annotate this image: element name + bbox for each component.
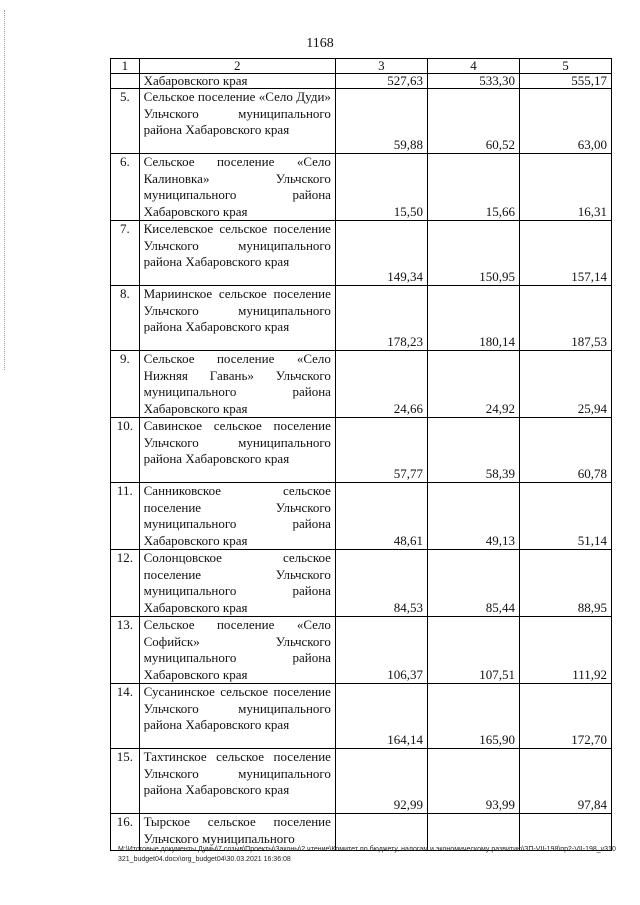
row-number: 6. [111,154,140,221]
table-row [111,617,612,684]
row-value-col5: 60,78 [519,418,611,483]
row-number: 7. [111,221,140,286]
row-name: Сельское поселение «Село Калиновка» Ульчского муниципального района Хабаровского края [139,154,335,221]
row-number: 15. [111,749,140,814]
row-number: 8. [111,286,140,351]
row-number: 10. [111,418,140,483]
row-value-col3: 149,34 [335,221,427,286]
table-row [111,154,612,221]
row-value-col4: 93,99 [427,749,519,814]
table-row-continued [111,74,612,89]
header-col-1: 1 [111,59,140,74]
row-number: 11. [111,483,140,550]
row-value-col3: 57,77 [335,418,427,483]
row-value-col3: 92,99 [335,749,427,814]
header-col-3: 3 [335,59,427,74]
row-number: 14. [111,684,140,749]
row-name: Тырское сельское поселение Ульчского муниципального [139,814,335,851]
row-value-col5: 172,70 [519,684,611,749]
row-value-col5: 111,92 [519,617,611,684]
file-path-footer: M:\Итоговые документы Думы\7 созыв\Проекты\Законы\2 чтение\Комитет по бюджету, налогам и экономическому развитию\ЗП-VII-198\пр2-VII-198_v310321_budget04.docx\org_budget04\30.03.2021 16:36:08 [118,846,616,863]
page-number: 1168 [306,36,334,51]
margin-dotted-line [4,10,6,370]
row-value-col4: 58,39 [427,418,519,483]
row-name: Мариинское сельское поселение Ульчского муниципального района Хабаровского края [139,286,335,351]
header-col-5: 5 [519,59,611,74]
budget-distribution-table [110,58,612,851]
row-value-col4: 60,52 [427,89,519,154]
row-value-col3: 59,88 [335,89,427,154]
table-row [111,351,612,418]
row-name: Сельское поселение «Село Софийск» Ульчского муниципального района Хабаровского края [139,617,335,684]
row-name: Хабаровского края [139,74,335,89]
row-name: Сусанинское сельское поселение Ульчского муниципального района Хабаровского края [139,684,335,749]
header-col-2: 2 [139,59,335,74]
table-row [111,483,612,550]
row-value-col3: 106,37 [335,617,427,684]
table-row [111,550,612,617]
row-name: Савинское сельское поселение Ульчского муниципального района Хабаровского края [139,418,335,483]
table-header-row [111,59,612,74]
row-value-col3: 527,63 [335,74,427,89]
row-value-col5: 51,14 [519,483,611,550]
row-value-col5: 88,95 [519,550,611,617]
row-name: Сельское поселение «Село Нижняя Гавань» Ульчского муниципального района Хабаровского края [139,351,335,418]
row-value-col5: 555,17 [519,74,611,89]
row-value-col4: 24,92 [427,351,519,418]
row-value-col3: 24,66 [335,351,427,418]
header-col-4: 4 [427,59,519,74]
row-value-col3: 48,61 [335,483,427,550]
row-number: 13. [111,617,140,684]
row-value-col5: 97,84 [519,749,611,814]
row-value-col4: 85,44 [427,550,519,617]
table-row [111,749,612,814]
row-name: Киселевское сельское поселение Ульчского муниципального района Хабаровского края [139,221,335,286]
table-row [111,286,612,351]
row-value-col4: 533,30 [427,74,519,89]
row-value-col3: 84,53 [335,550,427,617]
row-value-col3: 164,14 [335,684,427,749]
row-number: 5. [111,89,140,154]
row-value-col4: 165,90 [427,684,519,749]
row-value-col4: 150,95 [427,221,519,286]
row-value-col5: 16,31 [519,154,611,221]
row-number: 9. [111,351,140,418]
table-row [111,684,612,749]
row-value-col4: 15,66 [427,154,519,221]
row-value-col3: 178,23 [335,286,427,351]
row-value-col4: 49,13 [427,483,519,550]
row-number [111,74,140,89]
row-value-col3: 15,50 [335,154,427,221]
table-row [111,89,612,154]
table-row [111,418,612,483]
row-value-col5: 25,94 [519,351,611,418]
row-name: Санниковское сельское поселение Ульчского муниципального района Хабаровского края [139,483,335,550]
row-name: Сельское поселение «Село Дуди» Ульчского муниципального района Хабаровского края [139,89,335,154]
row-value-col4: 180,14 [427,286,519,351]
table-row [111,221,612,286]
row-number: 16. [111,814,140,851]
row-value-col4: 107,51 [427,617,519,684]
row-name: Солонцовское сельское поселение Ульчского муниципального района Хабаровского края [139,550,335,617]
row-value-col5: 157,14 [519,221,611,286]
row-value-col5: 187,53 [519,286,611,351]
row-name: Тахтинское сельское поселение Ульчского муниципального района Хабаровского края [139,749,335,814]
row-value-col5: 63,00 [519,89,611,154]
row-number: 12. [111,550,140,617]
